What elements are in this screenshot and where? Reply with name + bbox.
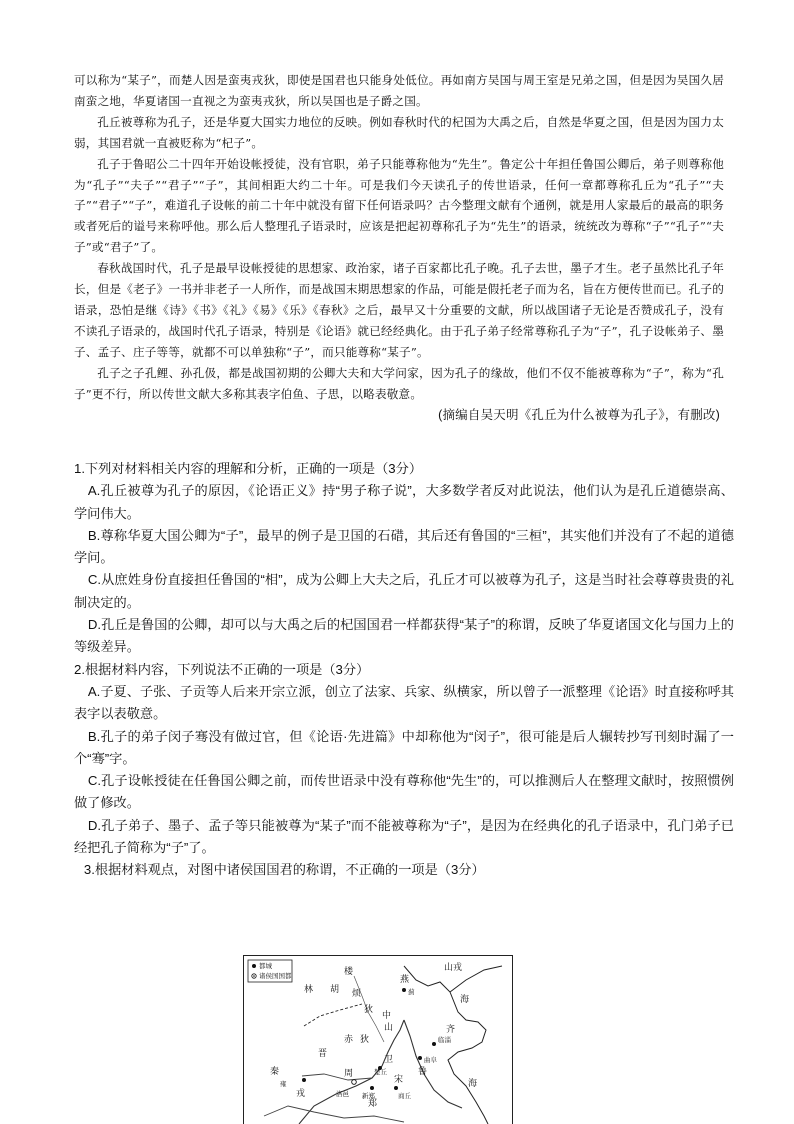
map-label: 雍: [280, 1080, 287, 1088]
map-label: 燕: [400, 975, 410, 985]
passage-paragraph: 孔子之子孔鲤、孙孔伋，都是战国初期的公卿大夫和大学问家，因为孔子的缘故，他们不仅不能被尊称为“子”，称为“孔子”更不行，所以传世文献大多称其表字伯鱼、子思，以略表敬意。: [74, 365, 724, 401]
question-list: [74, 458, 734, 882]
capital-dot: [370, 1086, 374, 1090]
map-label: 周: [344, 1069, 354, 1079]
reading-passage: [74, 70, 724, 425]
question-option: A.子夏、子张、子贡等人后来开宗立派，创立了法家、兵家、纵横家，所以曾子一派整理《论语》时直接称呼其表字以表敬意。: [74, 683, 734, 722]
capital-dot: [302, 1078, 306, 1082]
capital-dot: [402, 988, 406, 992]
royal-capital-dot: [352, 1080, 357, 1085]
question-option: B.尊称华夏大国公卿为“子”，最早的例子是卫国的石碏，其后还有鲁国的“三桓”，其实他们并没有了不起的道德学问。: [74, 527, 734, 566]
map-label: 狄: [360, 1035, 370, 1045]
map-label: 宋: [394, 1075, 404, 1085]
passage-paragraph: 春秋战国时代，孔子是最早设帐授徒的思想家、政治家，诸子百家都比孔子晚。孔子去世，墨子才生。老子虽然比孔子年长，但是《老子》一书并非老子一人所作，而是战国末期思想家的作品，可能是假托老子而为名，旨在方便传世而已。孔子的语录，恐怕是继《诗》《书》《礼》《易》《乐》《春秋》之后，最早又十分重要的文献，所以战国诸子无论是否赞成孔子，没有不读孔子语录的，战国时代孔子语录，特别是《论语》就已经经典化。由于孔子弟子经常尊称孔子为“子”，孔子设帐弟子、墨子、孟子、庄子等等，就都不可以单独称“子”，而只能尊称“某子”。: [74, 261, 724, 359]
question-option: C.从庶姓身份直接担任鲁国的“相”，成为公卿上大夫之后，孔丘才可以被尊为孔子，这是当时社会尊尊贵贵的礼制决定的。: [74, 572, 734, 610]
map-label: 临淄: [438, 1036, 451, 1044]
map-label: 新郑: [362, 1092, 375, 1100]
map-label: 蓟: [408, 988, 415, 996]
map-label: 中: [382, 1011, 392, 1021]
map-label: 晋: [318, 1049, 328, 1059]
capital-symbol: [252, 964, 256, 968]
map-label: 戎: [296, 1089, 306, 1099]
passage-paragraph: 孔丘被尊称为孔子，还是华夏大国实力地位的反映。例如春秋时代的杞国为大禹之后，自然是华夏之国，但是因为国力太弱，其国君就一直被贬称为“杞子”。: [74, 114, 724, 150]
map-label: 烦: [352, 989, 362, 999]
question-stem: 3.根据材料观点，对图中诸侯国国君的称谓，不正确的一项是（3分）: [83, 862, 485, 878]
question-option: C.孔子设帐授徒在任鲁国公卿之前，而传世语录中没有尊称他“先生”的，可以推测后人在整理文献时，按照惯例做了修改。: [74, 773, 734, 811]
map-label: 楚丘: [374, 1068, 387, 1076]
map-label: 狄: [364, 1005, 374, 1015]
map-label: 山: [384, 1023, 394, 1033]
map-label: 鲁: [418, 1067, 428, 1077]
map-label: 齐: [446, 1025, 456, 1035]
map-label: 卫: [384, 1055, 394, 1065]
legend-label: 都城: [259, 962, 272, 970]
question-stem: 1.下列对材料相关内容的理解和分析，正确的一项是（3分）: [74, 461, 423, 476]
map-label: 山戎: [444, 963, 463, 973]
question-option: D.孔子弟子、墨子、孟子等只能被尊为“某子”而不能被尊称为“子”，是因为在经典化的孔子语录中，孔门弟子已经把孔子简称为“子”了。: [74, 817, 734, 856]
passage-paragraph: 可以称为“某子”，而楚人因是蛮夷戎狄，即使是国君也只能身处低位。再如南方吴国与周王室是兄弟之国，但是因为吴国久居南蛮之地，华夏诸国一直视之为蛮夷戎狄，所以吴国也是子爵之国。: [74, 73, 724, 108]
map-label: 海: [460, 995, 470, 1005]
map-label: 洛邑: [336, 1090, 349, 1098]
map-label: 秦: [270, 1067, 280, 1077]
map-label: 郑: [368, 1099, 378, 1109]
source-citation: (摘编自吴天明《孔丘为什么被尊为孔子》，有删改): [438, 407, 720, 422]
map-label: 林: [304, 985, 314, 995]
map-label: 楼: [344, 967, 354, 977]
map-label: 商丘: [398, 1092, 411, 1100]
legend-label: 诸侯国国都: [259, 972, 292, 980]
map-drawing: [244, 956, 512, 1124]
wei-river: [302, 1074, 372, 1080]
map-label: 胡: [330, 985, 340, 995]
capital-dot: [418, 1056, 422, 1060]
question-option: B.孔子的弟子闵子骞没有做过官，但《论语·先进篇》中却称他为“闵子”，很可能是后人辗转抄写刊刻时漏了一个“骞”字。: [74, 728, 734, 766]
question-option: A.孔丘被尊为孔子的原因，《论语正义》持“男子称子说”，大多数学者反对此说法，他们认为是孔丘道德崇高、学问伟大。: [74, 483, 734, 521]
capital-dot: [432, 1042, 436, 1046]
map-label: 海: [468, 1079, 478, 1089]
historical-map: [243, 955, 513, 1124]
yangtze-river: [264, 1106, 404, 1122]
map-label: 赤: [344, 1035, 354, 1045]
map-label: 曲阜: [424, 1056, 437, 1064]
question-option: D.孔丘是鲁国的公卿，却可以与大禹之后的杞国国君一样都获得“某子”的称谓，反映了华夏诸国文化与国力上的等级差异。: [74, 617, 734, 655]
question-stem: 2.根据材料内容，下列说法不正确的一项是（3分）: [74, 661, 370, 677]
capital-dot: [394, 1086, 398, 1090]
passage-paragraph: 孔子于鲁昭公二十四年开始设帐授徒，没有官职，弟子只能尊称他为“先生”。鲁定公十年担任鲁国公卿后，弟子则尊称他为“孔子”“夫子”“君子”“子”，其间相距大约二十年。可是我们今天读孔子的传世语录，任何一章都尊称孔丘为“孔子”“夫子”“君子”“子”，难道孔子设帐的前二十年中就没有留下任何语录吗？古今整理文献有个通例，就是用人家最后的最高的职务或者死后的谥号来称呼他。那么后人整理孔子语录时，应该是把起初尊称孔子为“先生”的语录，统统改为尊称“子”“孔子”“夫子”或“君子”了。: [74, 156, 724, 255]
